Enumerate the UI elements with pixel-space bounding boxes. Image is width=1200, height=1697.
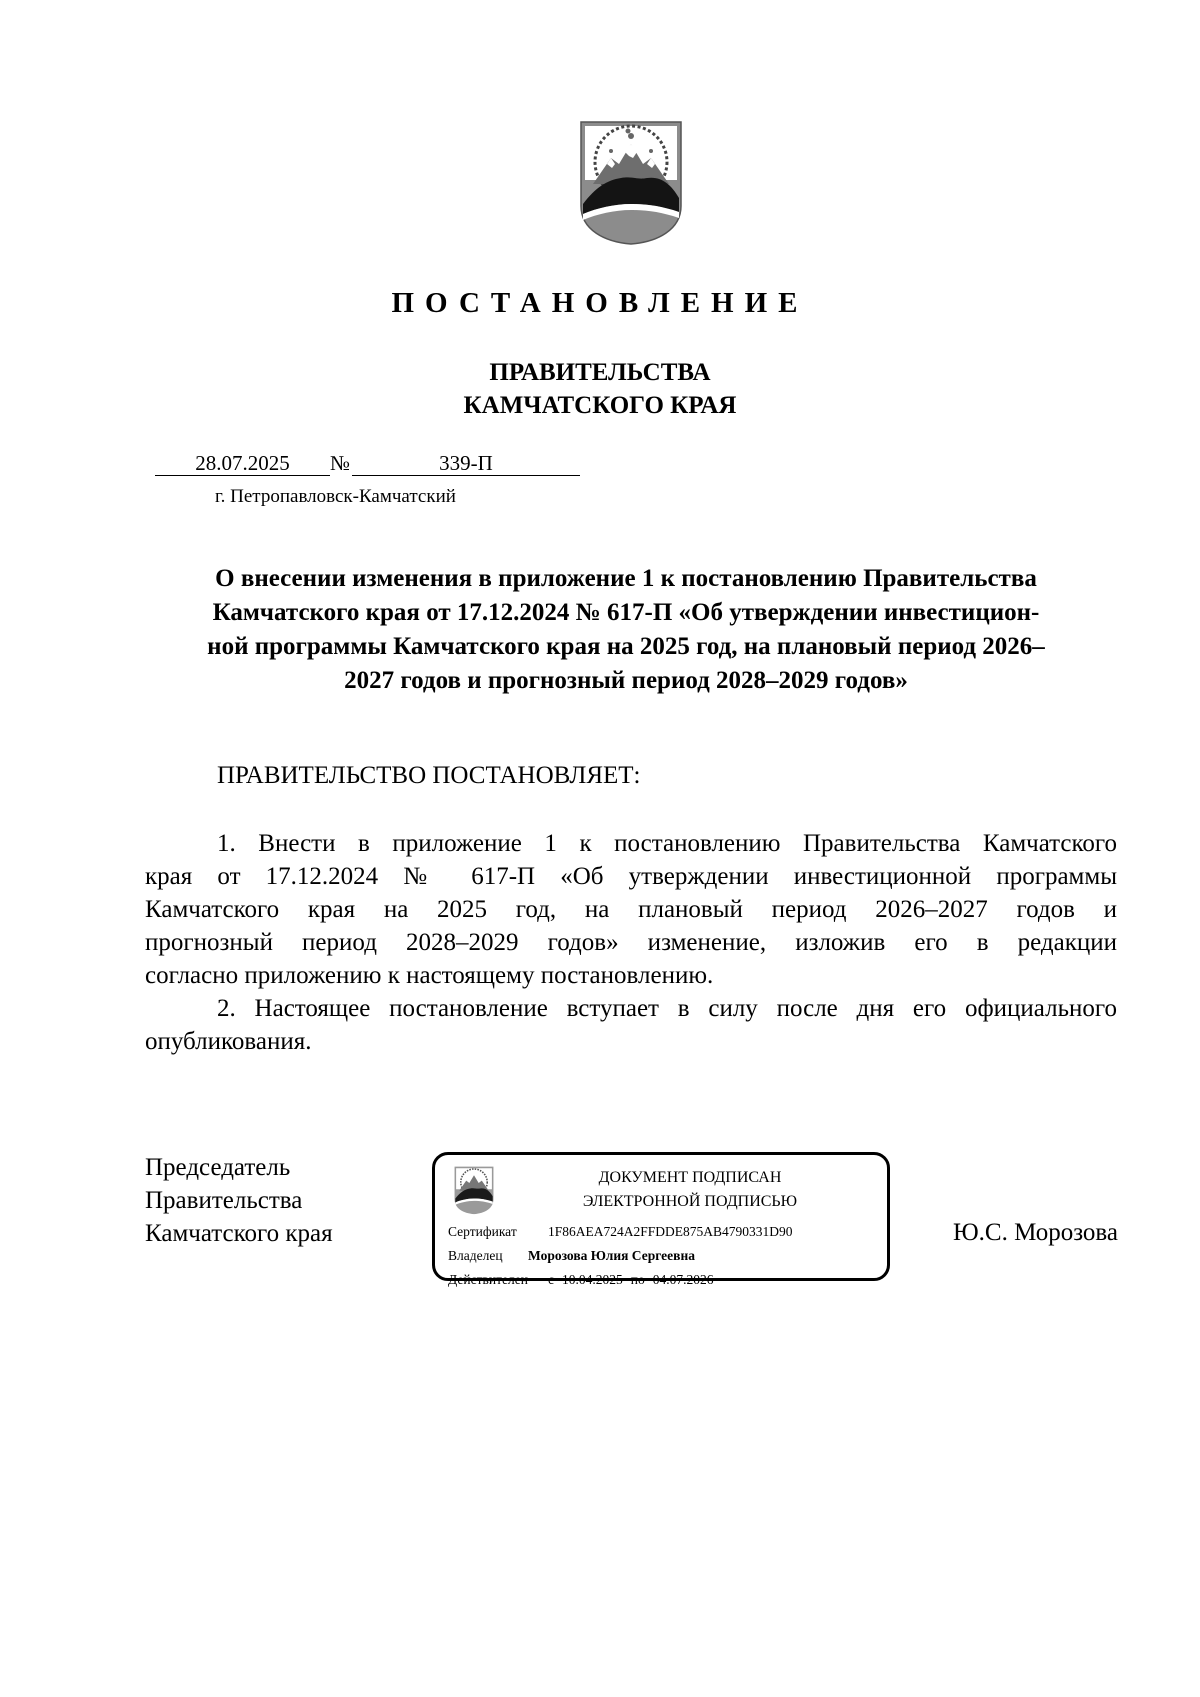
owner-value: Морозова Юлия Сергеевна [528, 1248, 695, 1263]
stamp-title [505, 1166, 875, 1214]
paragraph-line: прогнозный период 2028–2029 годов» изменение, изложив его в редакции [145, 929, 1117, 956]
valid-to-prefix: по [630, 1272, 645, 1287]
paragraph-line: согласно приложению к настоящему постановлению. [145, 962, 714, 989]
valid-from-date: 10.04.2025 [562, 1272, 623, 1287]
paragraph-2 [145, 992, 1117, 1058]
stamp-title-line: ЭЛЕКТРОННОЙ ПОДПИСЬЮ [582, 1193, 798, 1210]
paragraph-1 [145, 827, 1117, 992]
stamp-title-line: ДОКУМЕНТ ПОДПИСАН [598, 1169, 782, 1186]
title-line: ной программы Камчатского края на 2025 год, на плановый период 2026– [207, 633, 1045, 660]
position-line: Председатель [145, 1154, 291, 1181]
paragraph-line: Камчатского края на 2025 год, на плановый период 2026–2027 годов и [145, 896, 1117, 923]
position-line: Камчатского края [145, 1220, 333, 1247]
certificate-label: Сертификат [448, 1224, 517, 1239]
position-line: Правительства [145, 1187, 303, 1214]
document-date: 28.07.2025 [155, 450, 330, 476]
document-title [140, 562, 1112, 698]
title-line: О внесении изменения в приложение 1 к постановлению Правительства [215, 565, 1037, 592]
validity-label: Действителен [448, 1272, 528, 1287]
stamp-coat-of-arms-icon [453, 1165, 495, 1215]
decree-phrase: ПРАВИТЕЛЬСТВО ПОСТАНОВЛЯЕТ: [217, 762, 641, 789]
document-number: 339-П [352, 450, 580, 476]
paragraph-line: края от 17.12.2024 № 617-П «Об утверждении инвестиционной программы [145, 863, 1117, 890]
valid-from-prefix: с [548, 1272, 554, 1287]
organization-line-2: КАМЧАТСКОГО КРАЯ [463, 392, 737, 419]
paragraph-line: 1. Внести в приложение 1 к постановлению Правительства Камчатского [217, 830, 1117, 857]
owner-label: Владелец [448, 1248, 503, 1263]
stamp-validity-row [448, 1271, 713, 1289]
certificate-value: 1F86AEA724A2FFDDE875AB4790331D90 [548, 1224, 793, 1239]
signatory-name: Ю.С. Морозова [952, 1219, 1118, 1246]
title-line: Камчатского края от 17.12.2024 № 617-П «Об утверждении инвестицион- [212, 599, 1040, 626]
electronic-signature-stamp [432, 1152, 890, 1287]
signatory-position [145, 1151, 333, 1250]
stamp-certificate-row [448, 1223, 793, 1241]
document-type-heading: ПОСТАНОВЛЕНИЕ [391, 287, 809, 319]
organization-line-1: ПРАВИТЕЛЬСТВА [489, 359, 711, 386]
title-line: 2027 годов и прогнозный период 2028–2029 годов» [344, 667, 908, 694]
date-number-line [155, 450, 580, 476]
valid-to-date: 04.07.2026 [652, 1272, 714, 1287]
city: г. Петропавловск-Камчатский [215, 486, 456, 507]
kamchatka-coat-of-arms-icon [577, 118, 685, 246]
number-sign: № [330, 451, 351, 475]
paragraph-line: 2. Настоящее постановление вступает в силу после дня его официального [217, 995, 1117, 1022]
stamp-owner-row [448, 1247, 695, 1265]
paragraph-line: опубликования. [145, 1028, 312, 1055]
